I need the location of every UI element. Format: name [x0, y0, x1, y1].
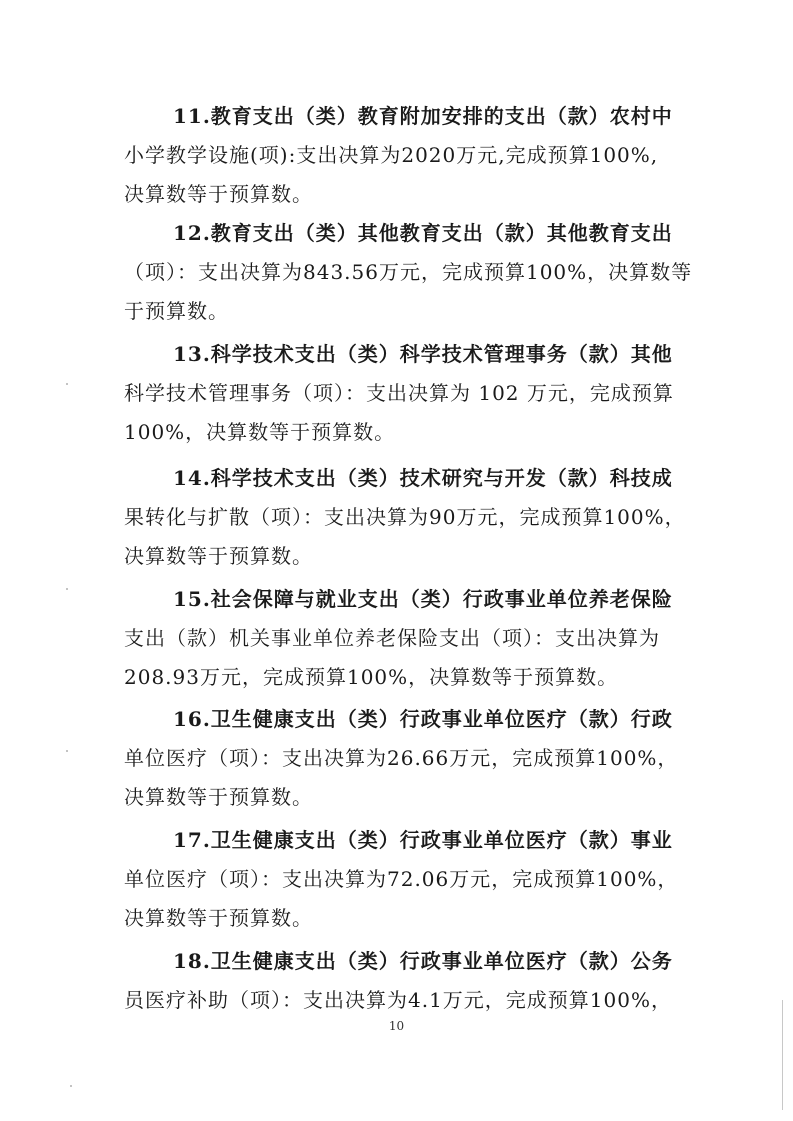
paragraph-heading: 16.卫生健康支出（类）行政事业单位医疗（款）行政 [173, 707, 673, 731]
paragraph-line: 果转化与扩散（项）：支出决算为90万元，完成预算100%， [124, 505, 686, 529]
paragraph-item-18 [124, 942, 672, 1020]
scan-speck [66, 383, 68, 385]
paragraph-line: 100%，决算数等于预算数。 [124, 420, 396, 444]
paragraph-line: 员医疗补助（项）：支出决算为4.1万元，完成预算100%， [124, 988, 672, 1012]
paragraph-line: （项）：支出决算为843.56万元，完成预算100%，决算数等 [124, 260, 693, 284]
scan-speck [66, 750, 68, 752]
paragraph-heading: 14.科学技术支出（类）技术研究与开发（款）科技成 [173, 466, 673, 490]
paragraph-item-16 [124, 700, 679, 817]
paragraph-item-12 [124, 214, 693, 331]
paragraph-line: 208.93万元，完成预算100%，决算数等于预算数。 [124, 665, 619, 689]
paragraph-heading: 18.卫生健康支出（类）行政事业单位医疗（款）公务 [173, 949, 673, 973]
paragraph-item-17 [124, 821, 679, 938]
paragraph-heading: 15.社会保障与就业支出（类）行政事业单位养老保险 [173, 587, 673, 611]
paragraph-line: 于预算数。 [124, 299, 229, 323]
paragraph-line: 单位医疗（项）：支出决算为72.06万元，完成预算100%， [124, 867, 679, 891]
paragraph-item-15 [124, 580, 672, 697]
paragraph-line: 决算数等于预算数。 [124, 785, 313, 809]
paragraph-item-13 [124, 335, 672, 452]
paragraph-heading: 11.教育支出（类）教育附加安排的支出（款）农村中 [173, 104, 673, 128]
paragraph-heading: 13.科学技术支出（类）科学技术管理事务（款）其他 [173, 342, 673, 366]
paragraph-line: 支出（款）机关事业单位养老保险支出（项）：支出决算为 [124, 626, 660, 650]
paragraph-line: 决算数等于预算数。 [124, 182, 313, 206]
page-number: 10 [388, 1019, 405, 1033]
scan-speck [66, 588, 68, 590]
scan-speck [70, 1085, 72, 1087]
paragraph-item-14 [124, 459, 686, 576]
paragraph-line: 科学技术管理事务（项）：支出决算为 102 万元，完成预算 [124, 381, 674, 405]
paragraph-line: 决算数等于预算数。 [124, 906, 313, 930]
paragraph-heading: 17.卫生健康支出（类）行政事业单位医疗（款）事业 [173, 828, 673, 852]
paragraph-line: 小学教学设施(项):支出决算为2020万元,完成预算100%, [124, 143, 659, 167]
paragraph-line: 单位医疗（项）：支出决算为26.66万元，完成预算100%， [124, 746, 679, 770]
paragraph-item-11 [124, 97, 672, 214]
paragraph-line: 决算数等于预算数。 [124, 544, 313, 568]
scan-edge-line [782, 1000, 783, 1110]
paragraph-heading: 12.教育支出（类）其他教育支出（款）其他教育支出 [173, 221, 673, 245]
